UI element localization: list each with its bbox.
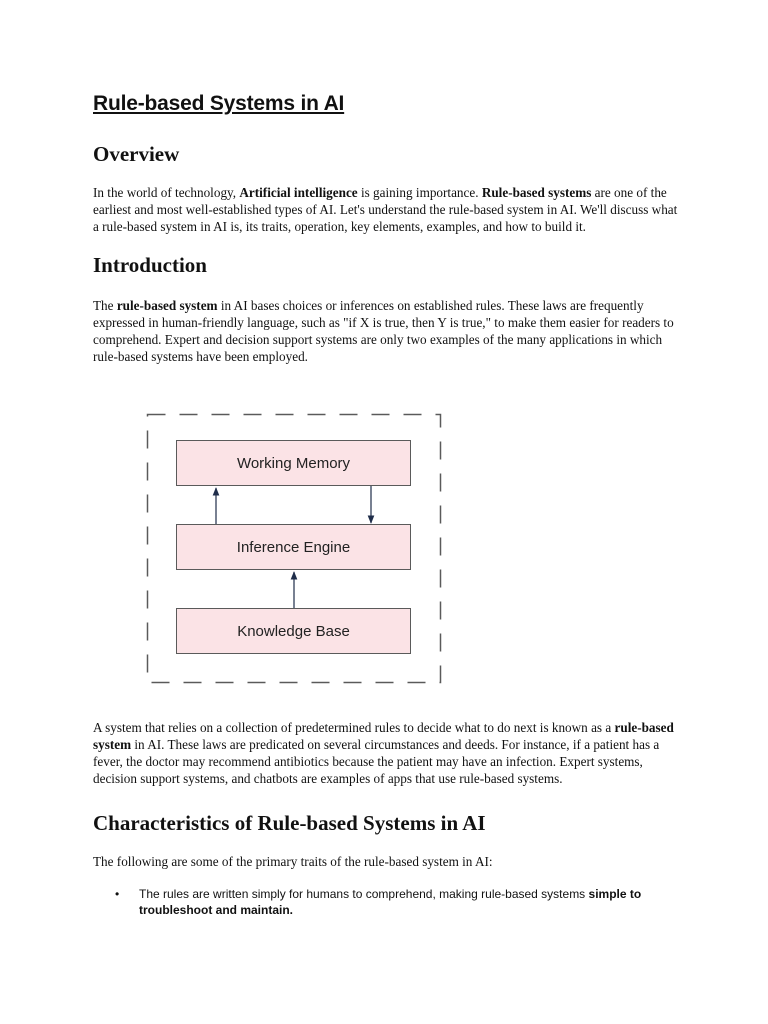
introduction-heading: Introduction	[93, 253, 207, 277]
bullet-icon: •	[115, 887, 120, 901]
bullet-bold-text: simple to troubleshoot and maintain.	[139, 887, 642, 917]
after-diagram-paragraph	[93, 719, 683, 787]
working-memory-box: Working Memory	[176, 440, 411, 486]
overview-text-3: are one of the earliest and most well-established types of AI. Let's understand the rule-based system in AI. We'll discuss what a rule-based system in AI is, its traits, operation, key elements, examples, and how to build it.	[93, 185, 678, 234]
inference-engine-box: Inference Engine	[176, 524, 411, 570]
characteristics-heading: Characteristics of Rule-based Systems in AI	[93, 811, 486, 835]
overview-text-1: In the world of technology,	[93, 185, 240, 200]
overview-heading: Overview	[93, 142, 180, 166]
overview-bold-ai: Artificial intelligence	[239, 185, 358, 200]
document-page	[93, 88, 683, 918]
list-item	[115, 886, 683, 918]
rule-based-system-diagram	[146, 413, 446, 685]
bullet-text: The rules are written simply for humans to comprehend, making rule-based systems	[139, 887, 589, 901]
characteristics-intro: The following are some of the primary traits of the rule-based system in AI:	[93, 854, 493, 869]
overview-paragraph	[93, 184, 683, 235]
after-bold-rbs: rule-based system	[93, 720, 674, 752]
introduction-paragraph	[93, 297, 683, 365]
after-text-2: in AI. These laws are predicated on several circumstances and deeds. For instance, if a patient has a fever, the doctor may recommend antibiotics because the patient may have an infection. Expert systems, decision support systems, and chatbots are examples of apps that use rule-based systems.	[93, 737, 660, 786]
intro-bold-rbs: rule-based system	[116, 298, 218, 313]
overview-text-2: is gaining importance.	[357, 185, 482, 200]
characteristics-list	[93, 886, 683, 918]
overview-bold-rbs: Rule-based systems	[481, 185, 592, 200]
after-text-1: A system that relies on a collection of predetermined rules to decide what to do next is known as a	[93, 720, 615, 735]
intro-text-2: in AI bases choices or inferences on established rules. These laws are frequently expressed in human-friendly language, such as "if X is true, then Y is true," to make them easier for readers to comprehend. Expert and decision support systems are only two examples of the many applications in which rule-based systems have been employed.	[93, 298, 674, 364]
knowledge-base-box: Knowledge Base	[176, 608, 411, 654]
document-title: Rule-based Systems in AI	[93, 92, 345, 115]
intro-text-1: The	[93, 298, 117, 313]
